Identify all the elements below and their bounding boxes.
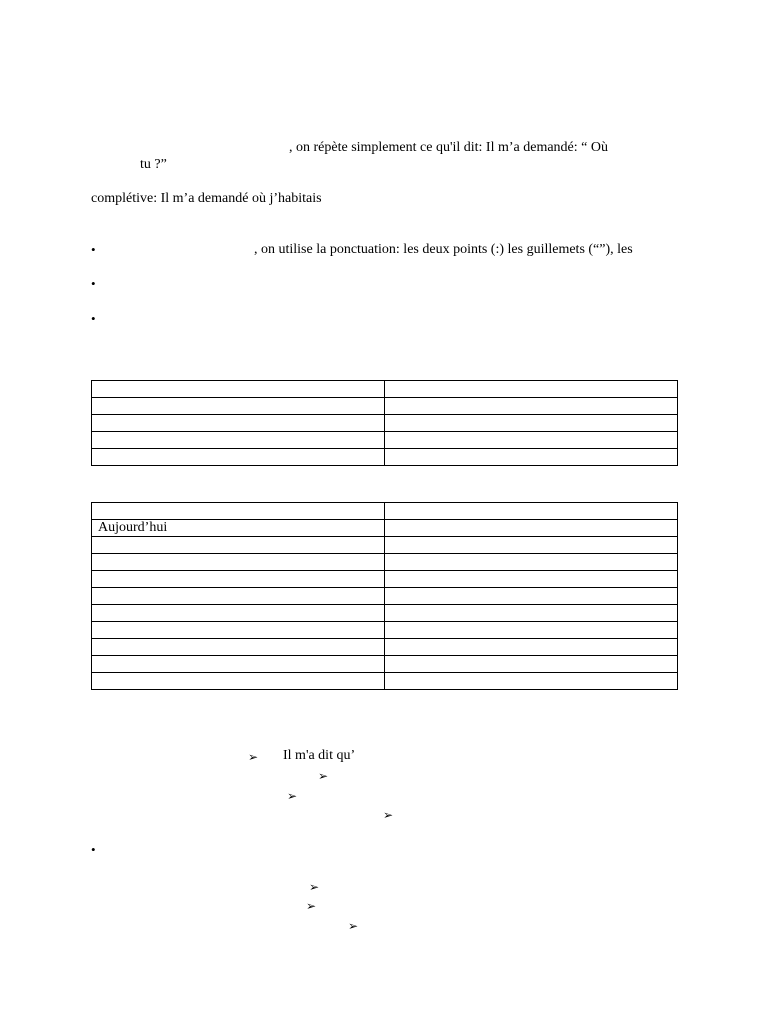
- arrow-bullet-icon: ➢: [309, 880, 320, 894]
- table-cell: [385, 639, 678, 656]
- bullet-marker: •: [91, 842, 96, 857]
- table-row: [92, 415, 678, 432]
- table-cell: [385, 520, 678, 537]
- table-cell: [385, 622, 678, 639]
- table-row: [92, 588, 678, 605]
- arrow-bullet-icon: ➢: [248, 750, 259, 764]
- table-cell: [92, 537, 385, 554]
- table-cell: [385, 503, 678, 520]
- table-row: [92, 605, 678, 622]
- table-cell: [385, 449, 678, 466]
- table-row: [92, 622, 678, 639]
- bullet-marker: •: [91, 311, 96, 326]
- table-cell: [92, 605, 385, 622]
- arrow-bullet-icon: ➢: [383, 808, 394, 822]
- table-cell: [385, 571, 678, 588]
- paragraph-indirect-speech: complétive: Il m’a demandé où j’habitais: [91, 191, 322, 206]
- arrow-line-text: Il m'a dit qu’: [283, 748, 356, 763]
- table-row: [92, 639, 678, 656]
- bullet-text-punctuation: , on utilise la ponctuation: les deux points (:) les guillemets (“”), les: [254, 242, 633, 257]
- table-cell: [92, 656, 385, 673]
- table-cell: [385, 432, 678, 449]
- table-row: [92, 537, 678, 554]
- table-conversion-1: [91, 380, 678, 466]
- table-cell: [385, 415, 678, 432]
- arrow-bullet-icon: ➢: [287, 789, 298, 803]
- table-cell-aujourdhui: Aujourd’hui: [92, 520, 385, 537]
- table-cell: [385, 554, 678, 571]
- table-row: [92, 571, 678, 588]
- table-cell: [385, 381, 678, 398]
- table-cell: [385, 656, 678, 673]
- table-cell: [385, 588, 678, 605]
- table-cell: [92, 503, 385, 520]
- table-cell: [385, 673, 678, 690]
- bullet-marker: •: [91, 242, 96, 257]
- table-row: [92, 673, 678, 690]
- table-cell: [92, 554, 385, 571]
- arrow-bullet-icon: ➢: [306, 899, 317, 913]
- table-row: [92, 520, 678, 537]
- table-row: [92, 381, 678, 398]
- table-cell: [92, 381, 385, 398]
- table-cell: [92, 673, 385, 690]
- arrow-bullet-icon: ➢: [348, 919, 359, 933]
- table-row: [92, 656, 678, 673]
- table-row: [92, 398, 678, 415]
- table-cell: [92, 415, 385, 432]
- paragraph-direct-speech-line1: , on répète simplement ce qu'il dit: Il m’a demandé: “ Où: [289, 140, 608, 155]
- table-row: [92, 449, 678, 466]
- table-cell: [92, 449, 385, 466]
- table-time-expressions: [91, 502, 678, 690]
- table-row: [92, 432, 678, 449]
- table-cell: [385, 605, 678, 622]
- table-cell: [92, 432, 385, 449]
- table-cell: [92, 398, 385, 415]
- table-cell: [92, 622, 385, 639]
- bullet-marker: •: [91, 276, 96, 291]
- paragraph-direct-speech-line2: tu ?”: [140, 157, 167, 172]
- table-cell: [92, 588, 385, 605]
- table-row: [92, 554, 678, 571]
- table-cell: [385, 537, 678, 554]
- table-row: [92, 503, 678, 520]
- table-cell: [92, 571, 385, 588]
- arrow-bullet-icon: ➢: [318, 769, 329, 783]
- table-cell: [385, 398, 678, 415]
- table-cell: [92, 639, 385, 656]
